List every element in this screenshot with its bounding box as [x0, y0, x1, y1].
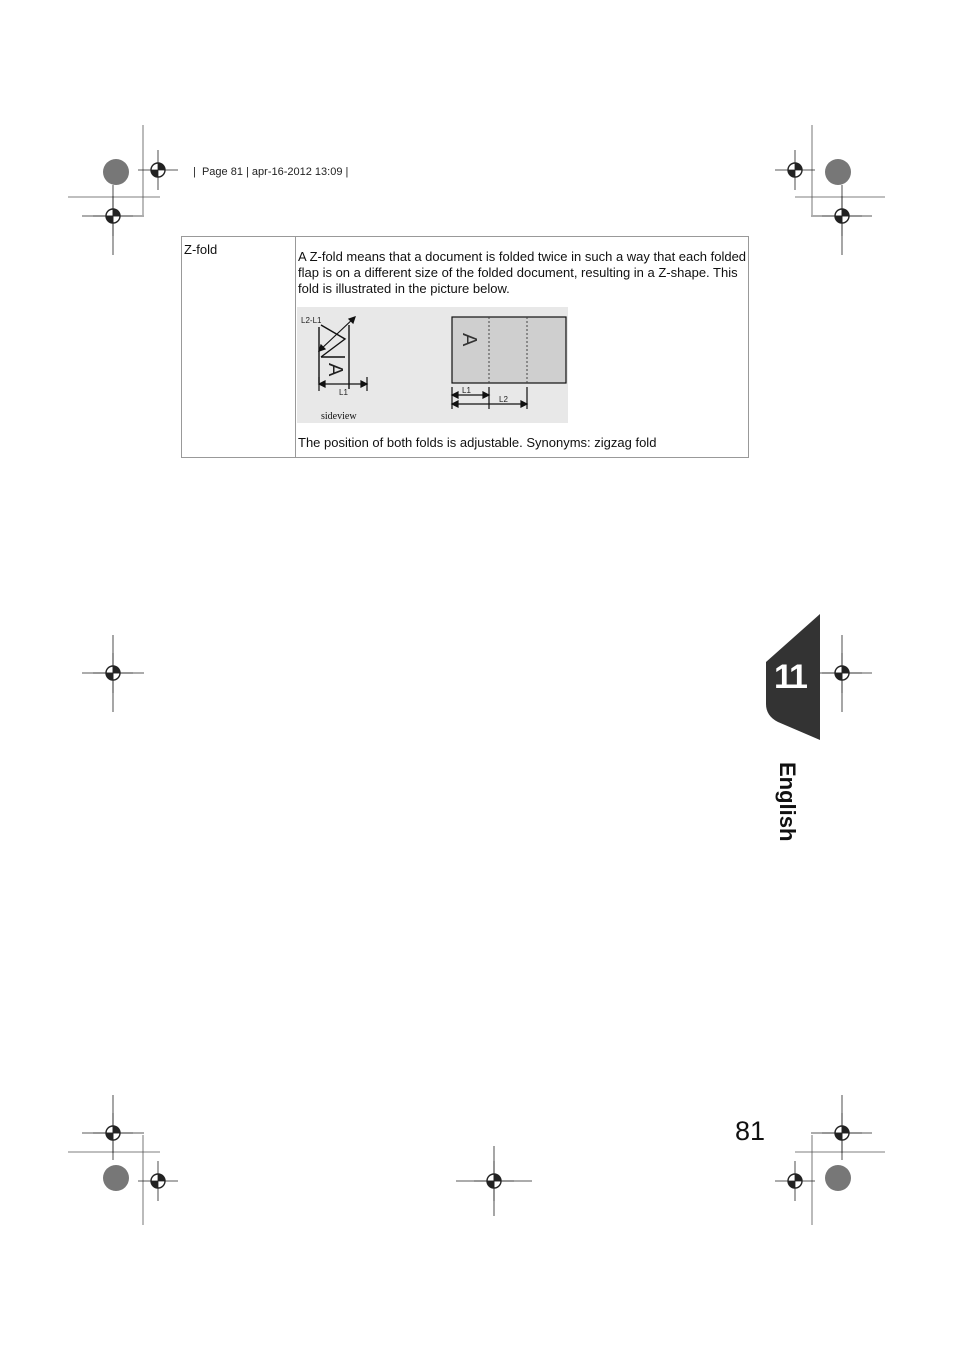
crosshair-target-icon: [138, 1161, 178, 1201]
chapter-number: 11: [774, 658, 806, 696]
side-caption: sideview: [321, 411, 357, 422]
crosshair-target-icon: [775, 150, 815, 190]
glossary-term: Z-fold: [184, 242, 218, 257]
language-label: English: [775, 762, 800, 842]
term-cell: [182, 237, 296, 457]
page-number: 81: [734, 1116, 765, 1146]
grey-dot: [825, 1165, 851, 1191]
z-fold-illustration: [297, 307, 568, 423]
side-letter: A: [324, 363, 346, 377]
glossary-definition: A Z-fold means that a document is folded twice in such a way that each folded flap is on a different size of the folded document, resulting in a Z-shape. This fold is illustrated in the picture below.: [298, 249, 747, 296]
front-label-l2: L2: [499, 395, 508, 404]
print-info: | Page 81 | apr-16-2012 13:09 |: [193, 166, 349, 178]
front-letter: A: [458, 333, 480, 347]
crosshair-target-icon: [775, 1161, 815, 1201]
crosshair-target-icon: [138, 150, 178, 190]
glossary-note: The position of both folds is adjustable. Synonyms: zigzag fold: [298, 435, 657, 450]
side-label-l1: L1: [339, 388, 348, 397]
grey-dot: [103, 159, 129, 185]
glossary-table: [181, 236, 749, 458]
grey-dot: [825, 159, 851, 185]
grey-dot: [103, 1165, 129, 1191]
side-label-top: L2-L1: [301, 316, 322, 325]
front-label-l1: L1: [462, 386, 471, 395]
